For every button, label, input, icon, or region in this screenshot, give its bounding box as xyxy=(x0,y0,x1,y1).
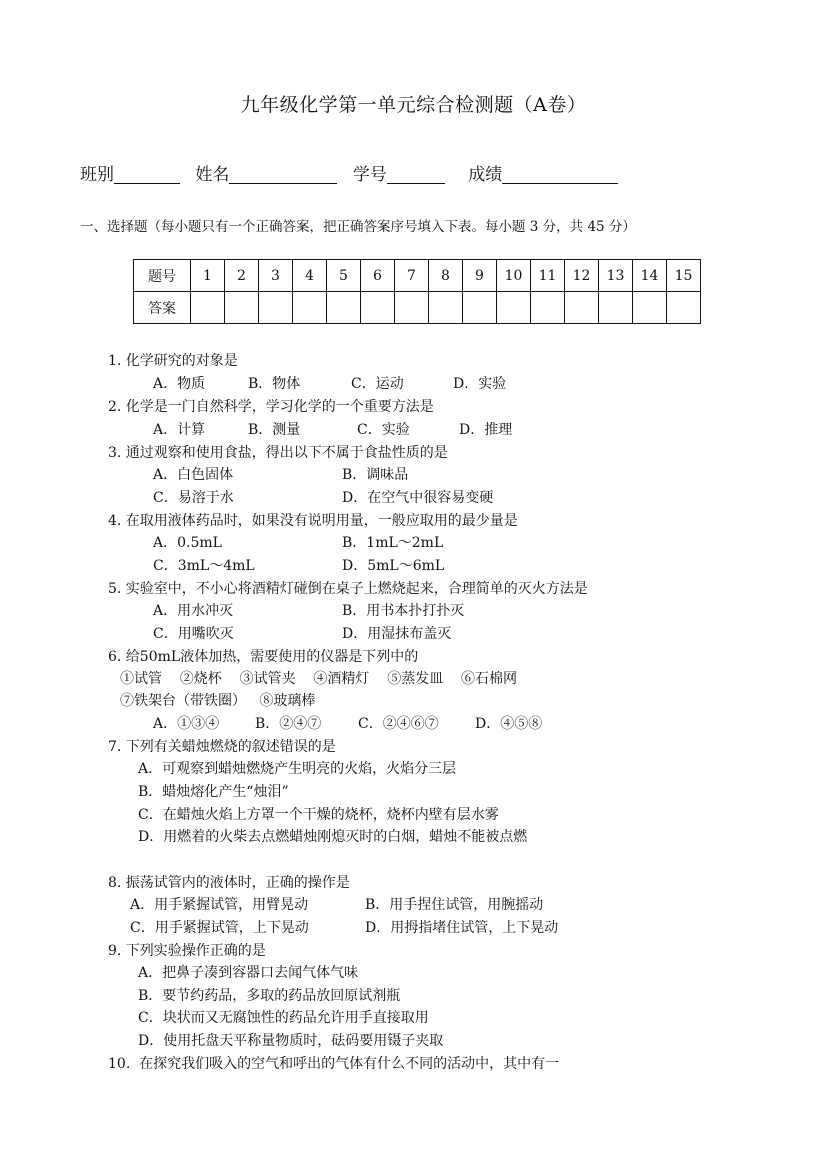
number-cell: 14 xyxy=(633,260,667,292)
number-cell: 15 xyxy=(667,260,701,292)
answer-cell[interactable] xyxy=(429,292,463,324)
class-label: 班别 xyxy=(80,165,114,185)
number-cell: 9 xyxy=(463,260,497,292)
q1-option-a: A．物质 xyxy=(153,376,206,392)
q7-option-a: A．可观察到蜡烛燃烧产生明亮的火焰，火焰分三层 xyxy=(138,761,457,777)
q1-option-b: B．物体 xyxy=(248,376,301,392)
answer-cell[interactable] xyxy=(463,292,497,324)
q2-option-a: A．计算 xyxy=(153,422,206,438)
question-2-stem: 2. 化学是一门自然科学，学习化学的一个重要方法是 xyxy=(108,399,434,415)
number-cell: 7 xyxy=(395,260,429,292)
q2-option-c: C．实验 xyxy=(357,422,410,438)
q7-option-d: D．用燃着的火柴去点燃蜡烛刚熄灭时的白烟，蜡烛不能被点燃 xyxy=(138,829,528,845)
question-1-stem: 1. 化学研究的对象是 xyxy=(108,353,238,369)
q2-option-d: D．推理 xyxy=(459,422,513,438)
number-cell: 3 xyxy=(259,260,293,292)
q9-option-c: C．块状而又无腐蚀性的药品允许用手直接取用 xyxy=(138,1010,429,1026)
answer-cell[interactable] xyxy=(531,292,565,324)
student-info-row xyxy=(80,160,618,185)
name-label: 姓名 xyxy=(195,165,230,185)
section-heading: 一、选择题（每小题只有一个正确答案，把正确答案序号填入下表。每小题 3 分，共 45 分） xyxy=(80,219,636,235)
number-cell: 6 xyxy=(361,260,395,292)
q3-option-c: C．易溶于水 xyxy=(153,490,234,506)
class-field[interactable] xyxy=(114,165,180,184)
score-field[interactable] xyxy=(502,165,618,184)
question-6-stem: 6. 给50mL液体加热，需要使用的仪器是下列中的 xyxy=(108,649,419,665)
q8-option-c: C．用手紧握试管，上下晃动 xyxy=(130,920,309,936)
q3-option-d: D．在空气中很容易变硬 xyxy=(342,490,494,506)
q9-option-b: B．要节约药品，多取的药品放回原试剂瓶 xyxy=(138,988,401,1004)
answer-row xyxy=(134,292,701,324)
q1-option-d: D．实验 xyxy=(453,376,507,392)
answer-cell[interactable] xyxy=(497,292,531,324)
question-9-stem: 9. 下列实验操作正确的是 xyxy=(108,943,266,959)
q5-option-c: C．用嘴吹灭 xyxy=(153,626,234,642)
number-cell: 12 xyxy=(565,260,599,292)
q9-option-d: D．使用托盘天平称量物质时，砝码要用镊子夹取 xyxy=(138,1033,444,1049)
q4-option-d: D．5mL～6mL xyxy=(342,558,445,574)
number-cell: 10 xyxy=(497,260,531,292)
number-cell: 1 xyxy=(191,260,225,292)
number-cell: 11 xyxy=(531,260,565,292)
question-3-stem: 3. 通过观察和使用食盐，得出以下不属于食盐性质的是 xyxy=(108,445,448,461)
answer-cell[interactable] xyxy=(293,292,327,324)
q6-option-c: C．②④⑥⑦ xyxy=(358,716,439,732)
q6-option-a: A．①③④ xyxy=(153,716,220,732)
answer-cell[interactable] xyxy=(225,292,259,324)
q4-option-a: A．0.5mL xyxy=(153,535,222,551)
answer-cell[interactable] xyxy=(565,292,599,324)
answer-cell[interactable] xyxy=(191,292,225,324)
q7-option-b: B．蜡烛熔化产生“烛泪” xyxy=(138,784,289,800)
student-id-field[interactable] xyxy=(387,165,445,184)
number-cell: 5 xyxy=(327,260,361,292)
answer-table xyxy=(133,259,701,324)
q3-option-b: B．调味品 xyxy=(342,467,409,483)
q6-apparatus-list-1: ①试管 ②烧杯 ③试管夹 ④酒精灯 ⑤蒸发皿 ⑥石棉网 xyxy=(120,671,518,687)
q5-option-d: D．用湿抹布盖灭 xyxy=(342,626,452,642)
number-cell: 8 xyxy=(429,260,463,292)
name-field[interactable] xyxy=(229,165,337,184)
number-cell: 2 xyxy=(225,260,259,292)
q1-option-c: C．运动 xyxy=(351,376,404,392)
student-id-label: 学号 xyxy=(352,165,387,185)
answer-cell[interactable] xyxy=(599,292,633,324)
question-4-stem: 4. 在取用液体药品时，如果没有说明用量，一般应取用的最少量是 xyxy=(108,513,518,529)
page-title: 九年级化学第一单元综合检测题（A卷） xyxy=(240,94,587,116)
q7-option-c: C．在蜡烛火焰上方罩一个干燥的烧杯，烧杯内壁有层水雾 xyxy=(138,807,499,823)
q6-apparatus-list-2: ⑦铁架台（带铁圈） ⑧玻璃棒 xyxy=(120,693,316,709)
answer-cell[interactable] xyxy=(667,292,701,324)
answer-cell[interactable] xyxy=(259,292,293,324)
question-8-stem: 8. 振荡试管内的液体时，正确的操作是 xyxy=(108,875,350,891)
score-label: 成绩 xyxy=(468,165,503,185)
q8-option-a: A．用手紧握试管，用臂晃动 xyxy=(130,897,309,913)
answer-cell[interactable] xyxy=(327,292,361,324)
q4-option-b: B．1mL～2mL xyxy=(342,535,444,551)
question-7-stem: 7. 下列有关蜡烛燃烧的叙述错误的是 xyxy=(108,739,336,755)
q2-option-b: B．测量 xyxy=(248,422,301,438)
question-5-stem: 5. 实验室中，不小心将酒精灯碰倒在桌子上燃烧起来，合理简单的灭火方法是 xyxy=(108,581,588,597)
answer-cell[interactable] xyxy=(633,292,667,324)
q5-option-a: A．用水冲灭 xyxy=(153,603,234,619)
answer-cell[interactable] xyxy=(361,292,395,324)
q8-option-d: D．用拇指堵住试管，上下晃动 xyxy=(365,920,559,936)
q6-option-b: B．②④⑦ xyxy=(255,716,322,732)
number-row-label: 题号 xyxy=(134,260,191,292)
q6-option-d: D．④⑤⑧ xyxy=(475,716,543,732)
number-cell: 4 xyxy=(293,260,327,292)
answer-row-label: 答案 xyxy=(134,292,191,324)
question-10-stem: 10. 在探究我们吸入的空气和呼出的气体有什么不同的活动中，其中有一 xyxy=(108,1056,560,1072)
q8-option-b: B．用手捏住试管，用腕摇动 xyxy=(365,897,544,913)
q3-option-a: A．白色固体 xyxy=(153,467,234,483)
q4-option-c: C．3mL～4mL xyxy=(153,558,255,574)
answer-cell[interactable] xyxy=(395,292,429,324)
q9-option-a: A．把鼻子凑到容器口去闻气体气味 xyxy=(138,965,359,981)
number-cell: 13 xyxy=(599,260,633,292)
q5-option-b: B．用书本扑打扑灭 xyxy=(342,603,465,619)
number-row xyxy=(134,260,701,292)
